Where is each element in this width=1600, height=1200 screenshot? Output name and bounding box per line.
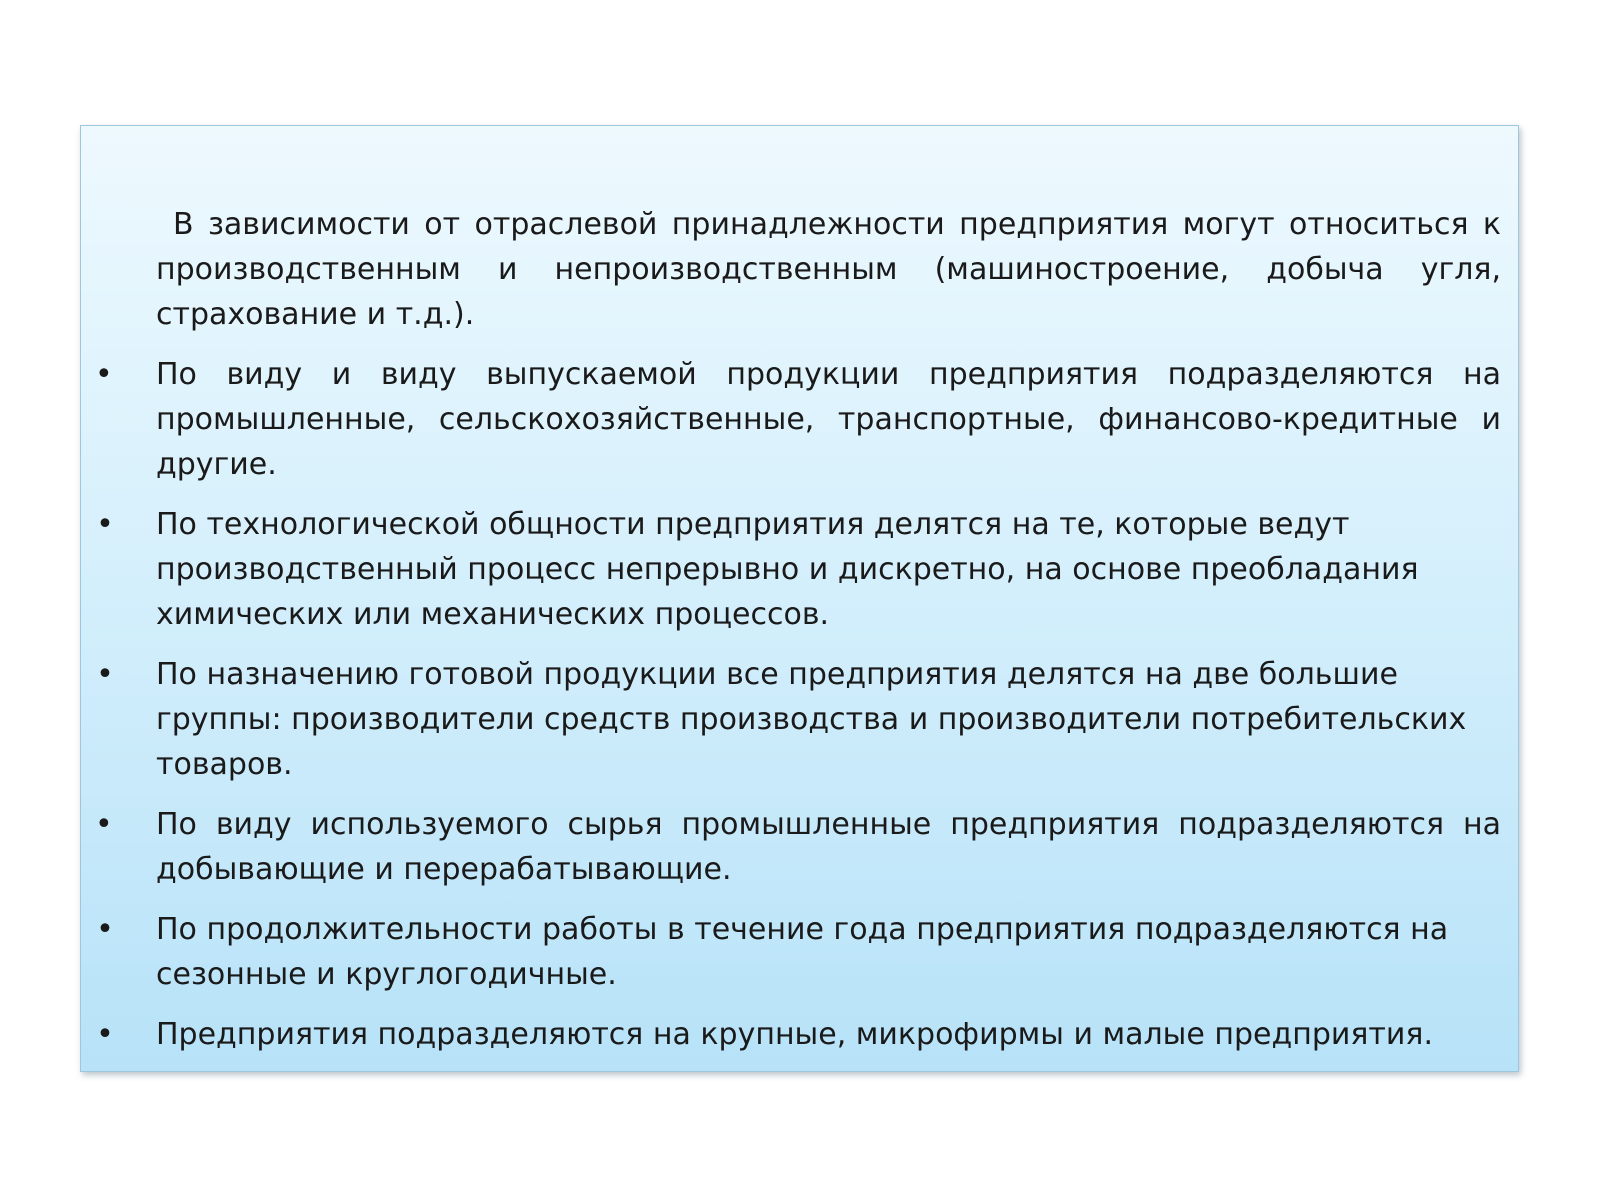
text-box [80,125,1519,1072]
list-item-text: По продолжительности работы в течение года предприятия подразделяются на сезонные и круглогодичные. [156,912,1449,992]
list-item [96,502,1501,637]
list-item-text: По виду используемого сырья промышленные предприятия подразделяются на добывающие и перерабатывающие. [156,807,1501,887]
list-item-text: Предприятия подразделяются на крупные, микрофирмы и малые предприятия. [156,1017,1433,1052]
bullet-icon: • [96,1017,114,1052]
list-item-text: По назначению готовой продукции все предприятия делятся на две большие группы: производители средств производства и производители потребительских товаров. [156,657,1467,782]
list-item-text: По технологической общности предприятия делятся на те, которые ведут производственный процесс непрерывно и дискретно, на основе преобладания химических или механических процессов. [156,507,1419,632]
bullet-icon: • [95,807,113,842]
list-item [96,652,1501,787]
bullet-icon: • [96,912,114,947]
bullet-icon: • [96,507,114,542]
list-item-text: По виду и виду выпускаемой продукции предприятия подразделяются на промышленные, сельскохозяйственные, транспортные, финансово-кредитные и другие. [156,357,1501,482]
bullet-icon: • [96,657,114,692]
list-item [96,907,1501,997]
text-content [81,202,1518,1057]
bullet-icon: • [95,357,113,392]
list-item [95,802,1501,892]
list-item [95,352,1501,487]
list-item [96,1012,1501,1057]
intro-paragraph: В зависимости от отраслевой принадлежности предприятия могут относиться к производственным и непроизводственным (машиностроение, добыча угля, страхование и т.д.). [156,207,1501,332]
